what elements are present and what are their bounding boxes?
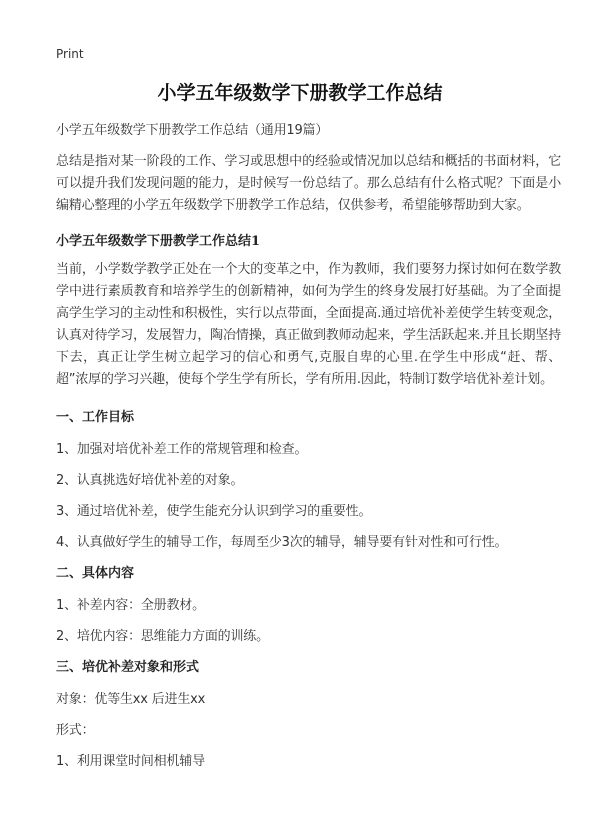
goals-heading: 一、工作目标 <box>56 410 135 425</box>
content-heading: 二、具体内容 <box>56 566 135 581</box>
page-title: 小学五年级数学下册教学工作总结 <box>157 82 443 104</box>
form-label: 形式： <box>56 723 95 738</box>
section-paragraph: 当前，小学数学教学正处在一个大的变革之中，作为教师，我们要努力探讨如何在数学教学中进行素质教育和培养学生的创新精神，如何为学生的终身发展打好基础。为了全面提高学生学习的主动性和积极性，实行以点带面，全面提高.通过培优补差使学生转变观念，认真对待学习，发展智力，陶冶情操，真正做到教师动起来，学生活跃起来.并且长期坚持下去，真正让学生树立起学习的信心和勇气,克服自卑的心里.在学生中形成“赶、帮、超”浓厚的学习兴趣，使每个学生学有所长，学有所用.因此，特制订数学培优补差计划。 <box>56 262 561 387</box>
document-subtitle: 小学五年级数学下册教学工作总结（通用19篇） <box>56 123 329 138</box>
document-body <box>56 120 561 782</box>
goal-item: 4、认真做好学生的辅导工作，每周至少3次的辅导，辅导要有针对性和可行性。 <box>56 535 508 550</box>
targets-line: 对象：优等生xx 后进生xx <box>56 692 206 707</box>
goal-item: 1、加强对培优补差工作的常规管理和检查。 <box>56 442 308 457</box>
form-item: 1、利用课堂时间相机辅导 <box>56 754 205 769</box>
section-heading: 小学五年级数学下册教学工作总结1 <box>56 234 261 249</box>
targets-heading: 三、培优补差对象和形式 <box>56 660 200 675</box>
content-item: 1、补差内容：全册教材。 <box>56 598 205 613</box>
intro-paragraph: 总结是指对某一阶段的工作、学习或思想中的经验或情况加以总结和概括的书面材料，它可以提升我们发现问题的能力，是时候写一份总结了。那么总结有什么格式呢？下面是小编精心整理的小学五年级数学下册教学工作总结，仅供参考，希望能够帮助到大家。 <box>56 154 561 213</box>
goal-item: 2、认真挑选好培优补差的对象。 <box>56 473 244 488</box>
goal-item: 3、通过培优补差，使学生能充分认识到学习的重要性。 <box>56 504 372 519</box>
content-item: 2、培优内容：思维能力方面的训练。 <box>56 629 269 644</box>
print-link[interactable]: Print <box>56 47 84 61</box>
